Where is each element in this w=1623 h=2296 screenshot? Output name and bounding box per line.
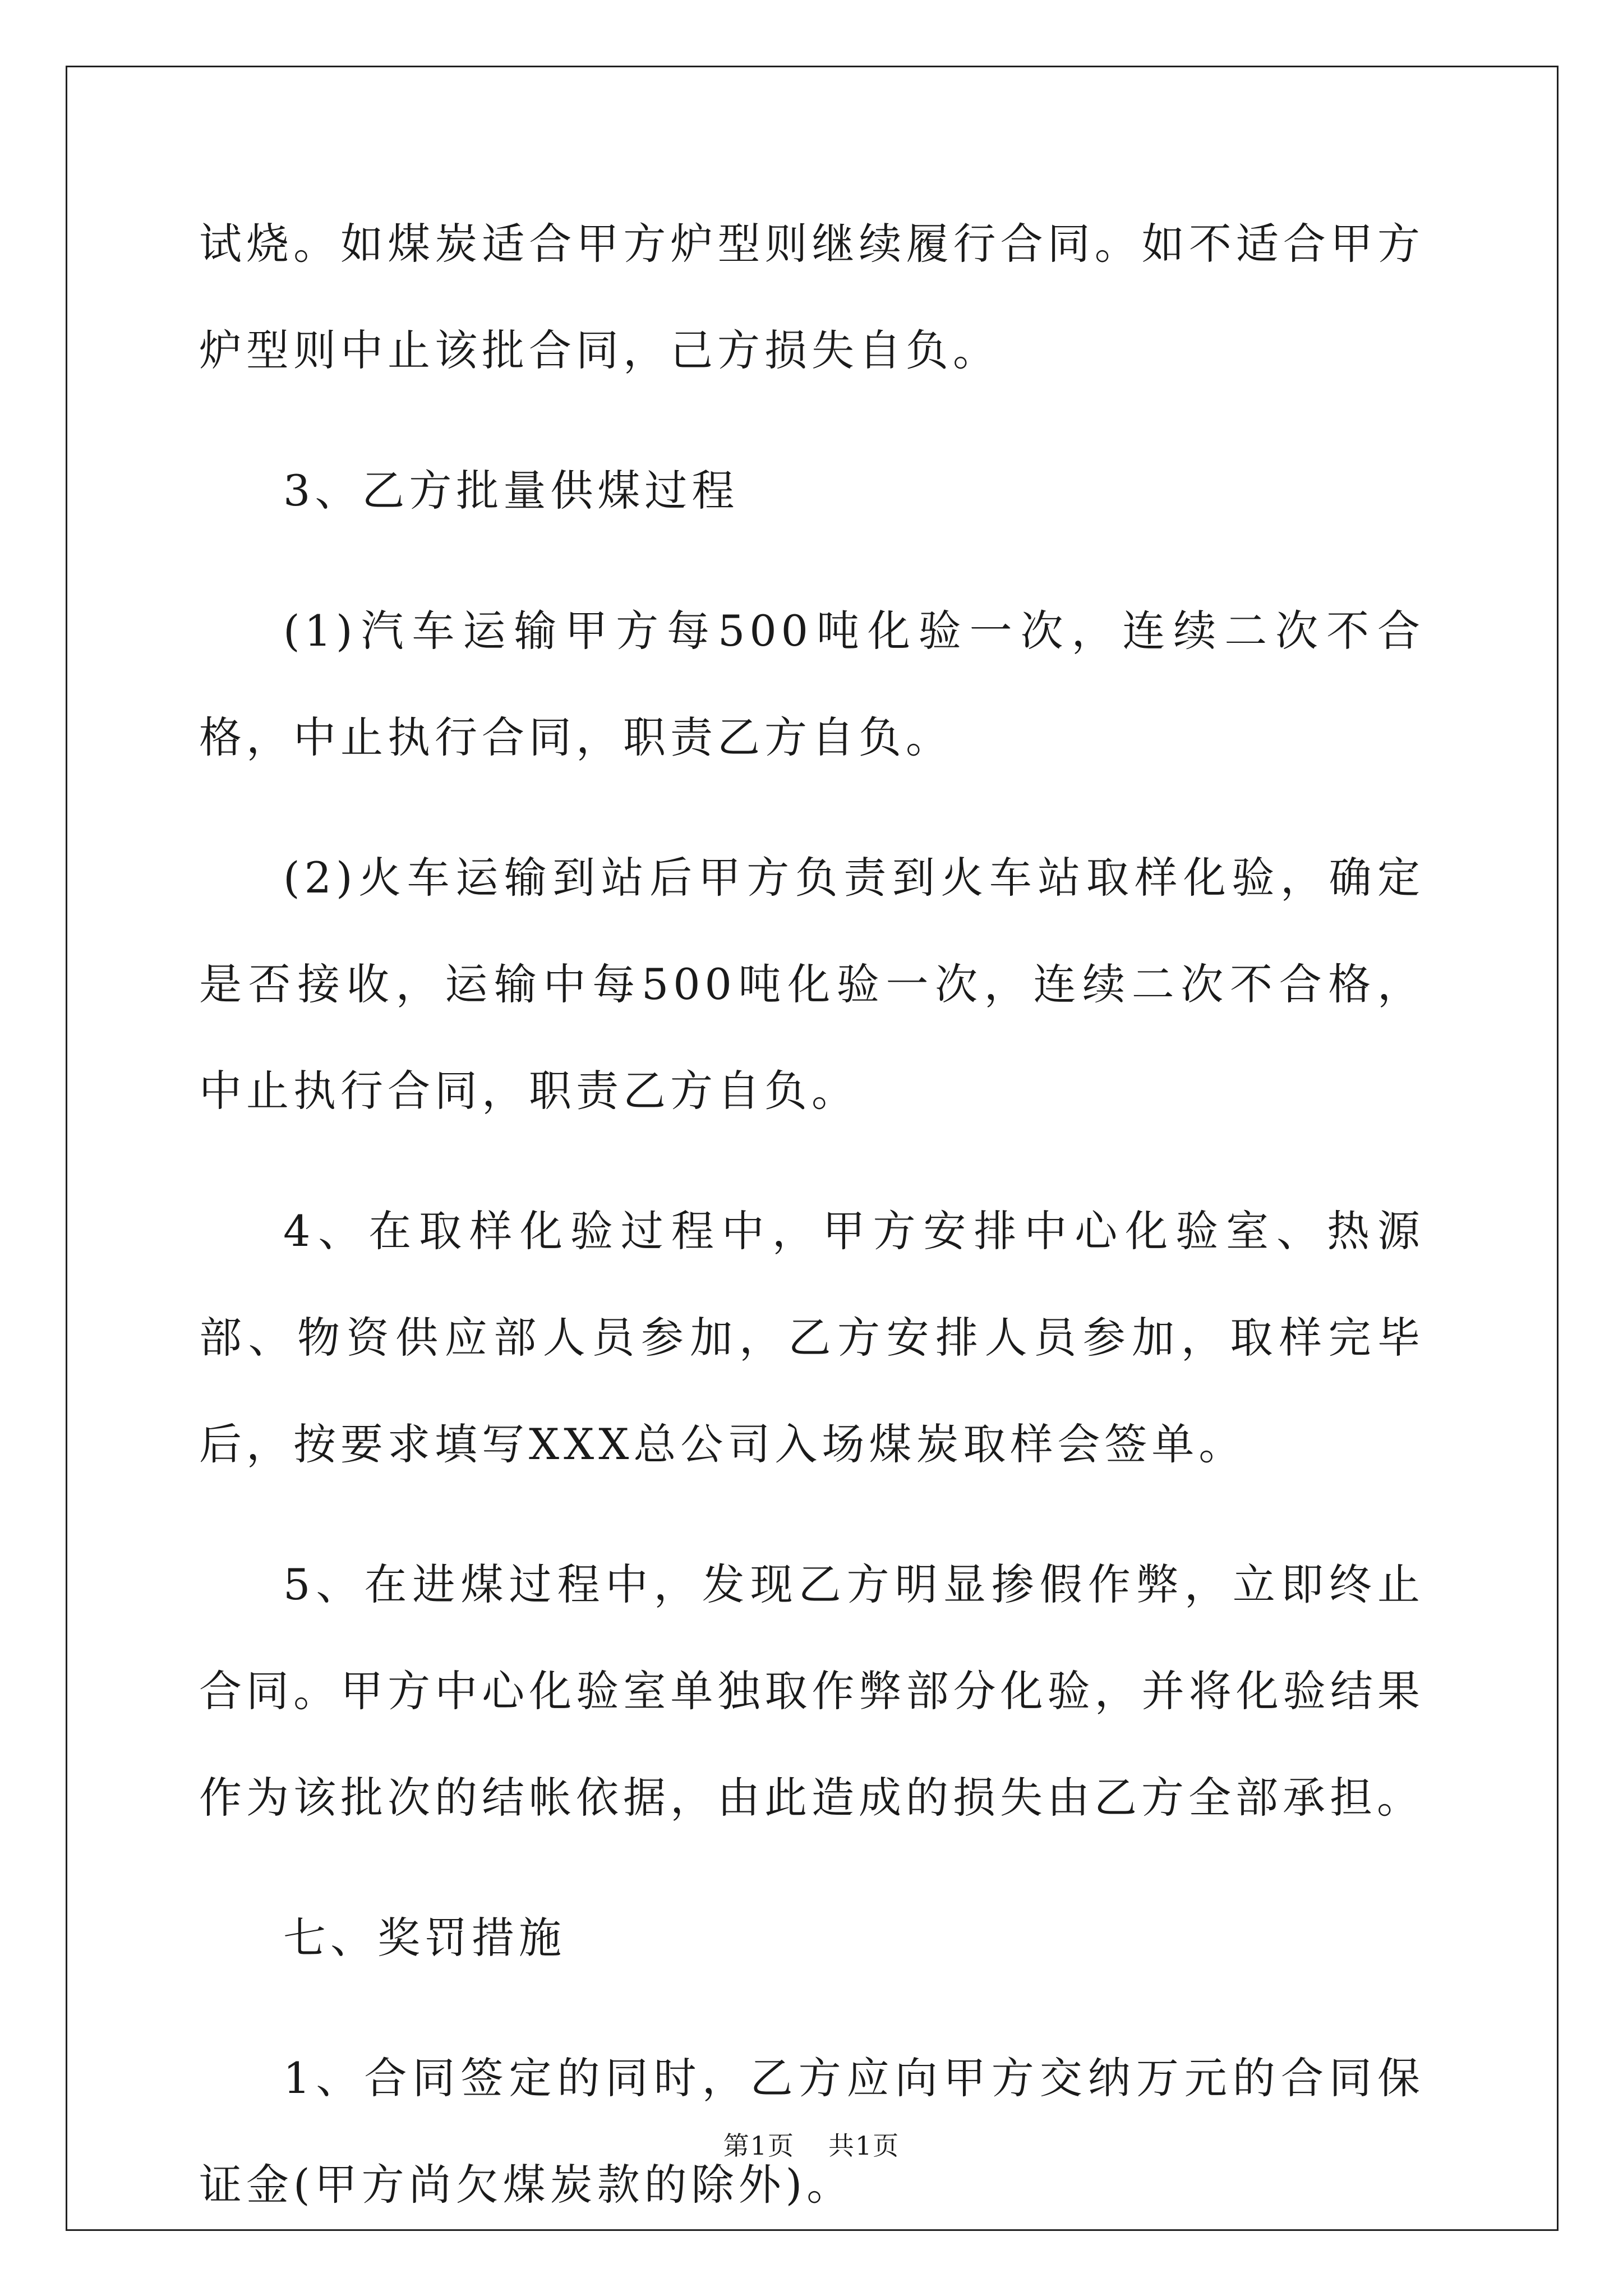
paragraph-3: (1)汽车运输甲方每500吨化验一次，连续二次不合格，中止执行合同，职责乙方自负。 <box>199 606 1424 762</box>
page-number: 第1页 <box>723 2131 795 2161</box>
paragraph-7: 七、奖罚措施 <box>283 1913 566 1963</box>
paragraph-2: 3、乙方批量供煤过程 <box>283 466 739 516</box>
paragraph-5: 4、在取样化验过程中，甲方安排中心化验室、热源部、物资供应部人员参加，乙方安排人员参加，取样完毕后，按要求填写XXX总公司入场煤炭取样会签单。 <box>199 1206 1424 1469</box>
document-body <box>199 191 1424 2272</box>
paragraph-6: 5、在进煤过程中，发现乙方明显掺假作弊，立即终止合同。甲方中心化验室单独取作弊部分化验，并将化验结果作为该批次的结帐依据，由此造成的损失由乙方全部承担。 <box>199 1559 1424 1823</box>
paragraph-4: (2)火车运输到站后甲方负责到火车站取样化验，确定是否接收，运输中每500吨化验一次，连续二次不合格，中止执行合同，职责乙方自负。 <box>199 853 1424 1116</box>
paragraph-1: 试烧。如煤炭适合甲方炉型则继续履行合同。如不适合甲方炉型则中止该批合同，己方损失自负。 <box>199 219 1424 375</box>
page-total: 共1页 <box>828 2131 900 2161</box>
paragraph-8: 1、合同签定的同时，乙方应向甲方交纳万元的合同保证金(甲方尚欠煤炭款的除外)。 <box>199 2053 1424 2210</box>
page-footer <box>0 2129 1623 2162</box>
